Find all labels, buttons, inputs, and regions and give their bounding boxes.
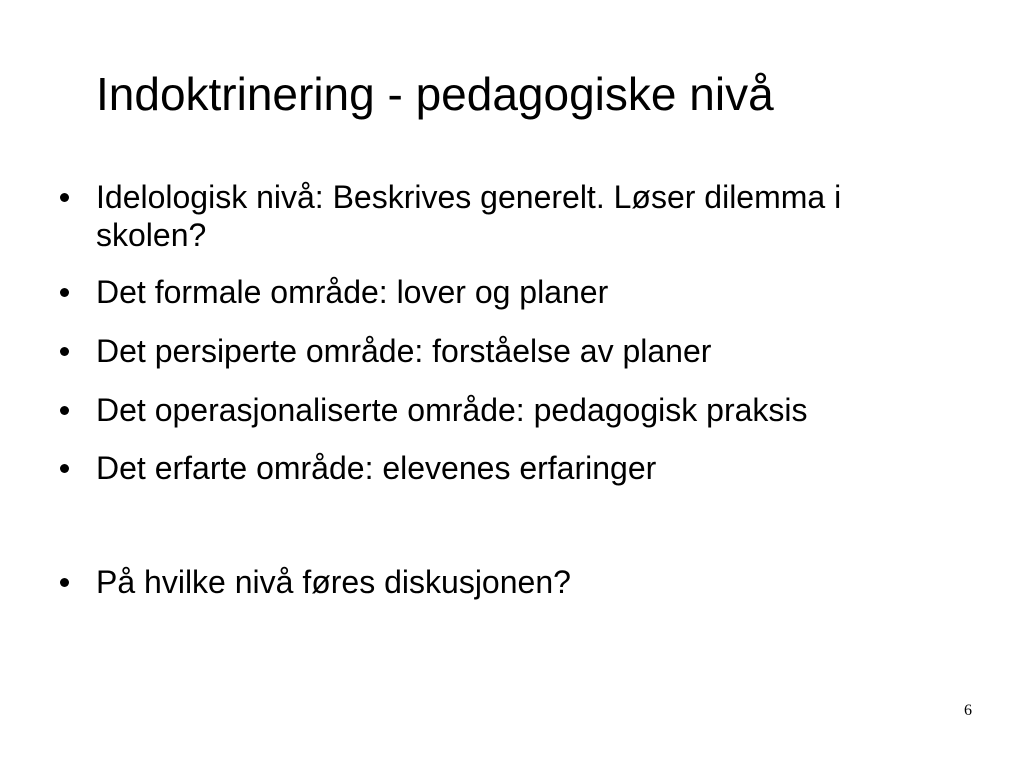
bullet-text: På hvilke nivå føres diskusjonen?	[96, 564, 571, 600]
bullet-text: Idelologisk nivå: Beskrives generelt. Løser dilemma i skolen?	[96, 179, 842, 253]
bullet-item	[60, 391, 960, 429]
bullet-item	[60, 178, 960, 254]
bullet-item	[60, 273, 960, 311]
page-number: 6	[964, 702, 972, 719]
bullet-text: Det erfarte område: elevenes erfaringer	[96, 450, 657, 486]
bullet-text: Det formale område: lover og planer	[96, 274, 609, 310]
bullet-dot-icon	[60, 288, 69, 297]
bullet-text: Det persiperte område: forståelse av planer	[96, 333, 712, 369]
bullet-dot-icon	[60, 578, 69, 587]
bullet-item	[60, 563, 960, 601]
bullet-dot-icon	[60, 347, 69, 356]
slide-title: Indoktrinering - pedagogiske nivå	[96, 68, 774, 120]
bullet-dot-icon	[60, 406, 69, 415]
bullet-dot-icon	[60, 464, 69, 473]
bullet-list	[60, 178, 960, 601]
bullet-item	[60, 449, 960, 487]
bullet-text: Det operasjonaliserte område: pedagogisk praksis	[96, 392, 808, 428]
bullet-dot-icon	[60, 193, 69, 202]
bullet-item	[60, 332, 960, 370]
